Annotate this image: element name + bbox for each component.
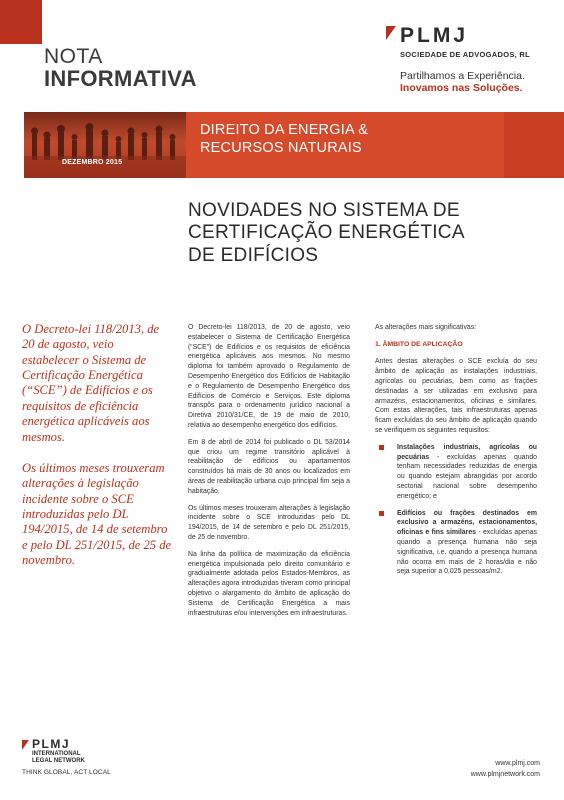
body-paragraph: Os últimos meses trouxeram alterações à legislação incidente sobre o SCE introduzidas pelo DL 194/2015, de 14 de setembro e pelo DL 251/2015, de 25 de novembro. xyxy=(188,504,350,541)
footer-slogan: THINK GLOBAL, ACT LOCAL xyxy=(22,769,111,776)
body-intro: As alterações mais significativas: xyxy=(375,324,477,331)
bullet-item xyxy=(375,443,537,502)
heading-line-1: NOVIDADES NO SISTEMA DE xyxy=(188,200,460,221)
lead-summary xyxy=(22,322,172,568)
footer-logo-mark-icon xyxy=(22,740,29,750)
document-title xyxy=(44,46,197,90)
banner-date: DEZEMBRO 2015 xyxy=(62,159,123,166)
body-paragraph: Em 8 de abril de 2014 foi publicado o DL 53/2014 que criou um regime transitório aplicável à reabilitação de edifícios ou apartamentos construídos há mais de 30 anos ou localizados em áreas de reabilitação urbana cujo principal fim seja a habitação. xyxy=(188,438,350,495)
bullet-square-icon xyxy=(379,511,384,516)
bullet-square-icon xyxy=(379,445,384,450)
tagline xyxy=(400,70,525,94)
heading-line-3: DE EDIFÍCIOS xyxy=(188,244,319,266)
website-link[interactable]: www.plmj.com xyxy=(495,760,540,767)
bullet-item xyxy=(375,509,537,578)
tagline-line-1: Partilhamos a Experiência. xyxy=(400,70,525,82)
footer-logo-line-3: LEGAL NETWORK xyxy=(32,758,85,764)
logo-subtitle: SOCIEDADE DE ADVOGADOS, RL xyxy=(400,50,531,59)
lead-paragraph-1: O Decreto-lei 118/2013, de 20 de agosto, veio estabelecer o Sistema de Certificação Energética (“SCE”) de Edifícios e os requisitos de eficiência energética aplicáveis aos mesmos. xyxy=(22,322,160,444)
footer-logo-name: PLMJ xyxy=(32,737,71,751)
banner-title-line-1: DIREITO DA ENERGIA & xyxy=(200,122,369,138)
body-paragraph: Na linha da política de maximização da eficiência energética impulsionada pelo direito comunitário e gradualmente adotada pelos Estados-Membros, as alterações agora introduzidas tiveram como principal objetivo o alargamento do âmbito de aplicação do Sistema de Certificação Energética a mais infraestruturas e/ou intervenções em infraestruturas. xyxy=(188,550,350,617)
bullet-bold-text: Edifícios ou frações destinados em exclusivo a armazéns, estacionamentos, oficinas e fins similares xyxy=(397,509,537,537)
body-column-right xyxy=(375,323,537,584)
heading-line-2: CERTIFICAÇÃO ENERGÉTICA xyxy=(188,222,465,244)
article-heading xyxy=(188,200,465,267)
network-website-link[interactable]: www.plmjnetwork.com xyxy=(470,771,540,779)
banner-title-line-2: RECURSOS NATURAIS xyxy=(200,139,362,156)
corner-accent xyxy=(0,0,42,44)
plmj-logo xyxy=(400,24,530,59)
lead-paragraph-2: Os últimos meses trouxeram alterações à legislação incidente sobre o SCE introduzidas pelo DL 194/2015, de 14 de setembro e pelo DL 251/2015, de 25 de novembro. xyxy=(22,460,172,568)
tagline-line-2: Inovamos nas Soluções. xyxy=(400,82,523,95)
title-line-1: NOTA xyxy=(44,45,103,68)
topic-banner xyxy=(24,112,564,178)
footer-logo-line-2: INTERNATIONAL xyxy=(32,751,81,757)
body-paragraph: O Decreto-lei 118/2013, de 20 de agosto, veio estabelecer o Sistema de Certificação Energética (“SCE”) de Edifícios e os requisitos de eficiência energética aplicáveis aos mesmos. No mesmo diploma foi também aprovado o Regulamento de Desempenho Energético dos Edifícios de Habitação e o Regulamento de Desempenho Energético dos Edifícios de Comércio e Serviços. Este diploma transpôs para o ordenamento jurídico nacional a Diretiva 2010/31/CE, de 19 de maio de 2010, relativa ao desempenho energético dos edifícios. xyxy=(188,324,350,429)
title-line-2: INFORMATIVA xyxy=(44,66,197,91)
banner-stripe xyxy=(504,112,564,178)
bullet-text: - excluídas apenas quando tenham necessidades reduzidas de energia ou quando estejam abrangidas por acordo sectorial nacional sobre desempenho energético; e xyxy=(397,453,537,500)
banner-photo xyxy=(24,112,186,178)
logo-mark-icon xyxy=(386,26,396,40)
banner-title xyxy=(200,122,368,157)
body-paragraph: Antes destas alterações o SCE excluía do seu âmbito de aplicação as instalações industriais, agrícolas ou pecuárias, bem como as frações destinadas a ser utilizadas em exclusivo para armazéns, estacionamentos, oficinas e similares. Com estas alterações, tais infraestruturas apenas ficam excluídas do seu âmbito de aplicação quando se verifiquem os seguintes requisitos: xyxy=(375,358,537,435)
bullet-text: - excluídas apenas quando a presença humana não seja significativa, i.e. quando a presença humana não ocorra em mais de 2 horas/dia e não seja superior a 0,025 pessoas/m2. xyxy=(397,529,537,576)
bullet-bold-text: Instalações industriais, agrícolas ou pecuárias xyxy=(397,443,537,461)
footer-links xyxy=(471,758,540,780)
section-heading: 1. ÂMBITO DE APLICAÇÃO xyxy=(375,340,463,348)
crowd-silhouette-icon xyxy=(24,112,186,178)
body-column-middle xyxy=(188,323,350,625)
logo-name: PLMJ xyxy=(400,24,469,47)
